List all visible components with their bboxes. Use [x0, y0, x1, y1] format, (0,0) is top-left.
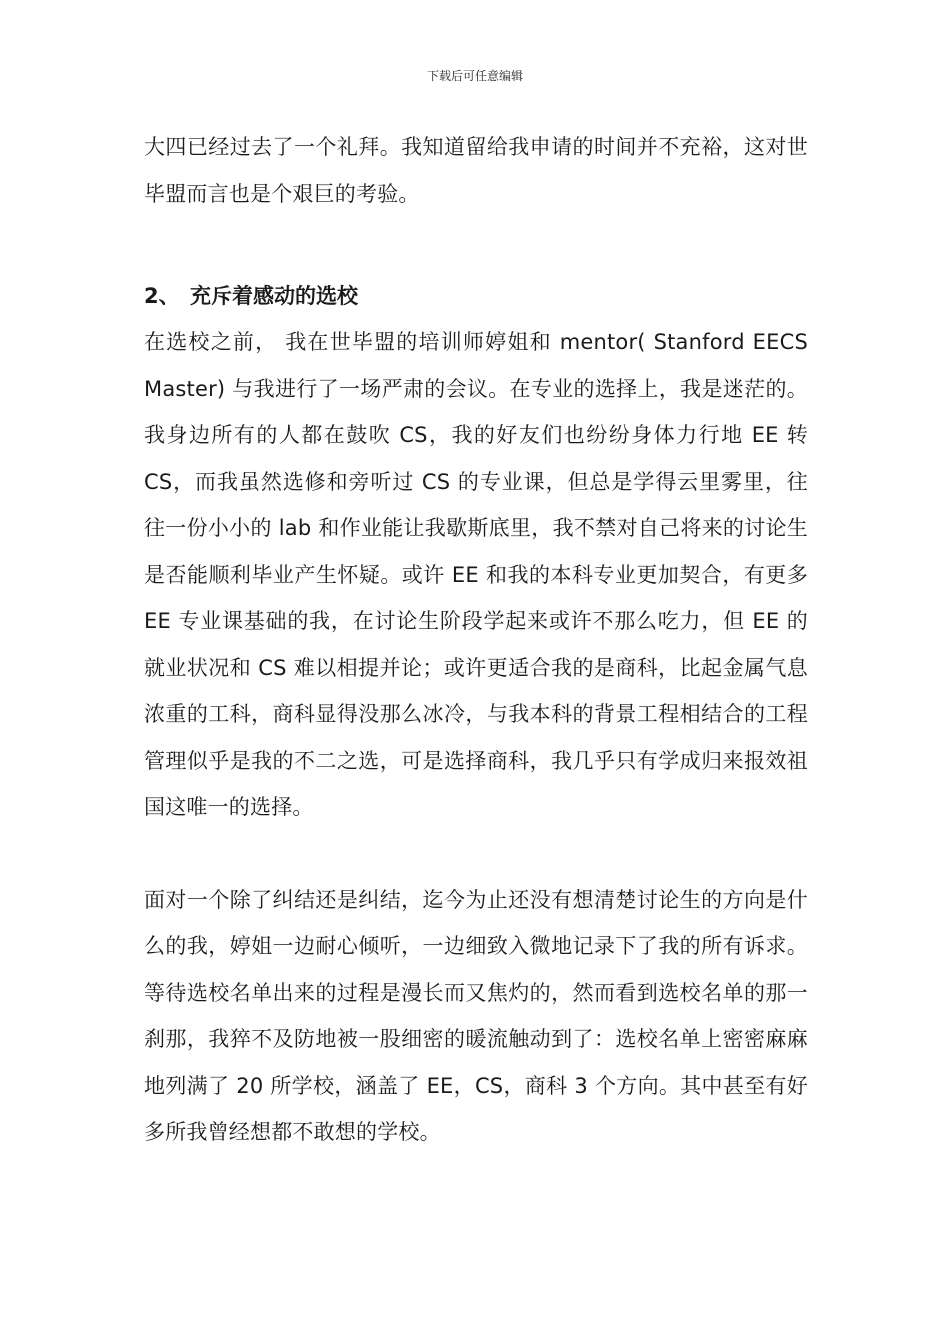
- intro-paragraph: 大四已经过去了一个礼拜。我知道留给我申请的时间并不充裕，这对世毕盟而言也是个艰巨的考验。: [144, 135, 808, 206]
- section-heading: [144, 273, 808, 319]
- paragraph-gap: [144, 217, 808, 263]
- section-number: 2、: [144, 284, 180, 308]
- body-paragraph-1: 在选校之前， 我在世毕盟的培训师婷姐和 mentor( Stanford EECS Master) 与我进行了一场严肃的会议。在专业的选择上，我是迷茫的。我身边所有的人都在鼓吹 CS，我的好友们也纷纷身体力行地 EE 转 CS，而我虽然选修和旁听过 CS 的专业课，但总是学得云里雾里，往往一份小小的 lab 和作业能让我歇斯底里，我不禁对自己将来的讨论生是否能顺利毕业产生怀疑。或许 EE 和我的本科专业更加契合，有更多 EE 专业课基础的我，在讨论生阶段学起来或许不那么吃力，但 EE 的就业状况和 CS 难以相提并论；或许更适合我的是商科，比起金属气息浓重的工科，商科显得没那么冰冷，与我本科的背景工程相结合的工程管理似乎是我的不二之选，可是选择商科，我几乎只有学成归来报效祖国这唯一的选择。: [144, 330, 808, 819]
- paragraph-gap: [144, 263, 808, 273]
- document-body: [144, 124, 808, 1156]
- paragraph-gap: [144, 831, 808, 877]
- section-title: 充斥着感动的选校: [190, 284, 358, 308]
- page-header: 下载后可任意编辑: [426, 69, 523, 83]
- body-paragraph-2: 面对一个除了纠结还是纠结，迄今为止还没有想清楚讨论生的方向是什么的我，婷姐一边耐心倾听，一边细致入微地记录下了我的所有诉求。等待选校名单出来的过程是漫长而又焦灼的，然而看到选校名单的那一刹那，我猝不及防地被一股细密的暖流触动到了：选校名单上密密麻麻地列满了 20 所学校，涵盖了 EE，CS，商科 3 个方向。其中甚至有好多所我曾经想都不敢想的学校。: [144, 887, 808, 1144]
